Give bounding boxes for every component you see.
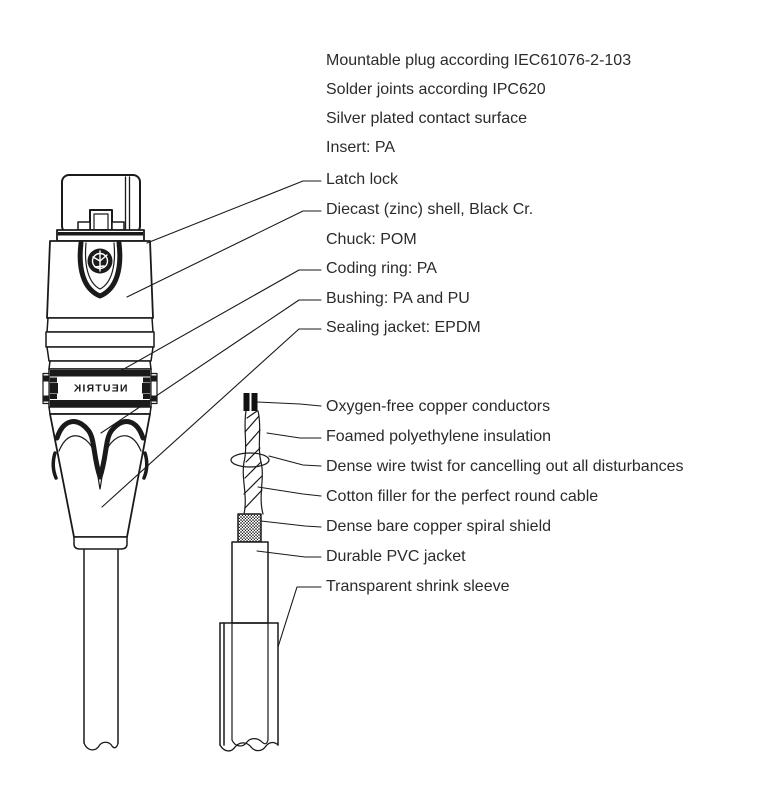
shrink-sleeve-drawing [220, 623, 278, 751]
twisted-pair-drawing [243, 411, 263, 514]
label-sealing-jacket: Sealing jacket: EPDM [326, 319, 481, 336]
spiral-shield-drawing [238, 514, 261, 542]
label-bushing: Bushing: PA and PU [326, 290, 470, 307]
label-spiral-shield: Dense bare copper spiral shield [326, 518, 552, 535]
leader-insulation [267, 433, 321, 438]
label-dense-wire-twist: Dense wire twist for cancelling out all disturbances [326, 458, 684, 475]
label-silver-contact: Silver plated contact surface [326, 110, 527, 127]
label-latch-lock: Latch lock [326, 171, 399, 188]
connector-cable-drawing [84, 549, 118, 750]
label-coding-ring: Coding ring: PA [326, 260, 437, 277]
label-solder-joints: Solder joints according IPC620 [326, 81, 546, 98]
label-cotton-filler: Cotton filler for the perfect round cable [326, 488, 599, 505]
leader-shrink-sleeve [278, 587, 321, 647]
leader-diecast-shell [127, 211, 321, 297]
label-chuck: Chuck: POM [326, 231, 417, 248]
leader-conductors [257, 402, 321, 406]
leader-cotton-filler [258, 487, 321, 496]
label-mountable-plug: Mountable plug according IEC61076-2-103 [326, 52, 632, 69]
label-diecast-shell: Diecast (zinc) shell, Black Cr. [326, 201, 534, 218]
conductor-tips-drawing [244, 393, 258, 411]
flange-drawing [57, 230, 144, 241]
label-pvc-jacket: Durable PVC jacket [326, 548, 466, 565]
label-insert: Insert: PA [326, 139, 396, 156]
leader-spiral-shield [261, 521, 321, 527]
brand-text: NEUTRIK [72, 382, 128, 395]
boot-drawing [49, 407, 151, 549]
cable-cutaway-drawing [220, 393, 278, 751]
leader-latch-lock [147, 181, 321, 243]
pvc-jacket-drawing [232, 542, 268, 623]
leader-wire-twist [269, 456, 321, 466]
brand-band [43, 369, 157, 407]
xlr-connector-drawing [43, 175, 157, 750]
twist-callout-ellipse [231, 453, 269, 467]
label-copper-conductors: Oxygen-free copper conductors [326, 398, 551, 415]
label-shrink-sleeve: Transparent shrink sleeve [326, 578, 510, 595]
label-foamed-insulation: Foamed polyethylene insulation [326, 428, 552, 445]
